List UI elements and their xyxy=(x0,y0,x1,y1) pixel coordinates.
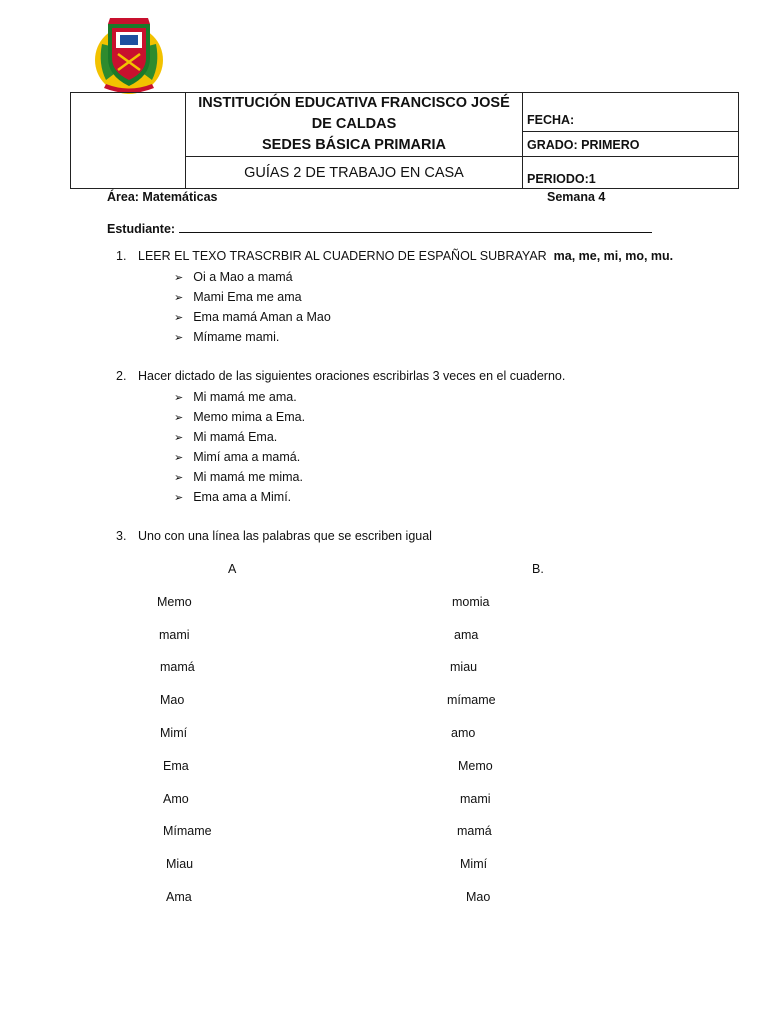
word-a: Ama xyxy=(166,890,192,904)
header-title xyxy=(186,93,523,157)
list-item: ➢ Ema mamá Aman a Mao xyxy=(174,310,331,324)
arrow-bullet-icon: ➢ xyxy=(174,312,184,324)
word-b: mami xyxy=(460,792,491,806)
list-item: ➢ Mi mamá Ema. xyxy=(174,430,278,444)
word-a: mamá xyxy=(160,660,195,674)
arrow-bullet-icon: ➢ xyxy=(174,412,184,424)
word-a: Memo xyxy=(157,595,192,609)
title-line3: SEDES BÁSICA PRIMARIA xyxy=(262,137,446,153)
fecha-label: FECHA: xyxy=(527,113,575,127)
title-line2: DE CALDAS xyxy=(311,116,397,132)
arrow-bullet-icon: ➢ xyxy=(174,332,184,344)
q1-syllables: ma, me, mi, mo, mu. xyxy=(553,249,674,263)
word-b: Memo xyxy=(458,759,493,773)
estudiante-label: Estudiante: xyxy=(107,222,176,236)
semana-label: Semana 4 xyxy=(547,190,606,204)
word-b: momia xyxy=(452,595,490,609)
word-b: ama xyxy=(454,628,479,642)
word-b: Mimí xyxy=(460,857,488,871)
q3-text: Uno con una línea las palabras que se escriben igual xyxy=(138,529,432,543)
header-logo-cell xyxy=(71,93,186,189)
arrow-bullet-icon: ➢ xyxy=(174,492,184,504)
q2-number: 2. xyxy=(116,369,127,383)
word-b: mamá xyxy=(457,824,492,838)
word-a: mami xyxy=(159,628,190,642)
column-b-label: B. xyxy=(532,562,544,576)
title-line1: INSTITUCIÓN EDUCATIVA FRANCISCO JOSÉ xyxy=(198,95,510,111)
arrow-bullet-icon: ➢ xyxy=(174,292,184,304)
q1-list xyxy=(174,268,331,348)
arrow-bullet-icon: ➢ xyxy=(174,472,184,484)
arrow-bullet-icon: ➢ xyxy=(174,432,184,444)
list-item: ➢ Mimí ama a mamá. xyxy=(174,450,301,464)
arrow-bullet-icon: ➢ xyxy=(174,272,184,284)
list-item: ➢ Memo mima a Ema. xyxy=(174,410,306,424)
periodo-label: PERIODO:1 xyxy=(523,157,739,189)
word-a: Mímame xyxy=(163,824,212,838)
list-item: ➢ Mímame mami. xyxy=(174,330,280,344)
list-item: ➢ Mi mamá me mima. xyxy=(174,470,303,484)
arrow-bullet-icon: ➢ xyxy=(174,452,184,464)
word-b: mímame xyxy=(447,693,496,707)
list-item: ➢ Mi mamá me ama. xyxy=(174,390,297,404)
column-a-label: A xyxy=(228,562,237,576)
q2-list xyxy=(174,388,305,508)
student-name-line[interactable] xyxy=(179,220,652,233)
word-a: Miau xyxy=(166,857,194,871)
word-b: miau xyxy=(450,660,478,674)
q1-number: 1. xyxy=(116,249,127,263)
list-item: ➢ Oi a Mao a mamá xyxy=(174,270,293,284)
word-a: Amo xyxy=(163,792,189,806)
word-a: Mimí xyxy=(160,726,188,740)
word-b: Mao xyxy=(466,890,491,904)
school-crest-logo xyxy=(92,14,166,98)
guias-title: GUÍAS 2 DE TRABAJO EN CASA xyxy=(186,157,523,189)
q1-text: LEER EL TEXO TRASCRBIR AL CUADERNO DE ESPAÑOL SUBRAYAR xyxy=(138,249,547,263)
word-a: Mao xyxy=(160,693,185,707)
grado-label: GRADO: PRIMERO xyxy=(527,138,640,152)
header-table xyxy=(70,92,739,189)
word-b: amo xyxy=(451,726,476,740)
word-a: Ema xyxy=(163,759,189,773)
q3-number: 3. xyxy=(116,529,127,543)
list-item: ➢ Mami Ema me ama xyxy=(174,290,302,304)
area-label: Área: Matemáticas xyxy=(107,190,218,204)
q2-text: Hacer dictado de las siguientes oraciones escribirlas 3 veces en el cuaderno. xyxy=(138,369,566,383)
arrow-bullet-icon: ➢ xyxy=(174,392,184,404)
list-item: ➢ Ema ama a Mimí. xyxy=(174,490,292,504)
